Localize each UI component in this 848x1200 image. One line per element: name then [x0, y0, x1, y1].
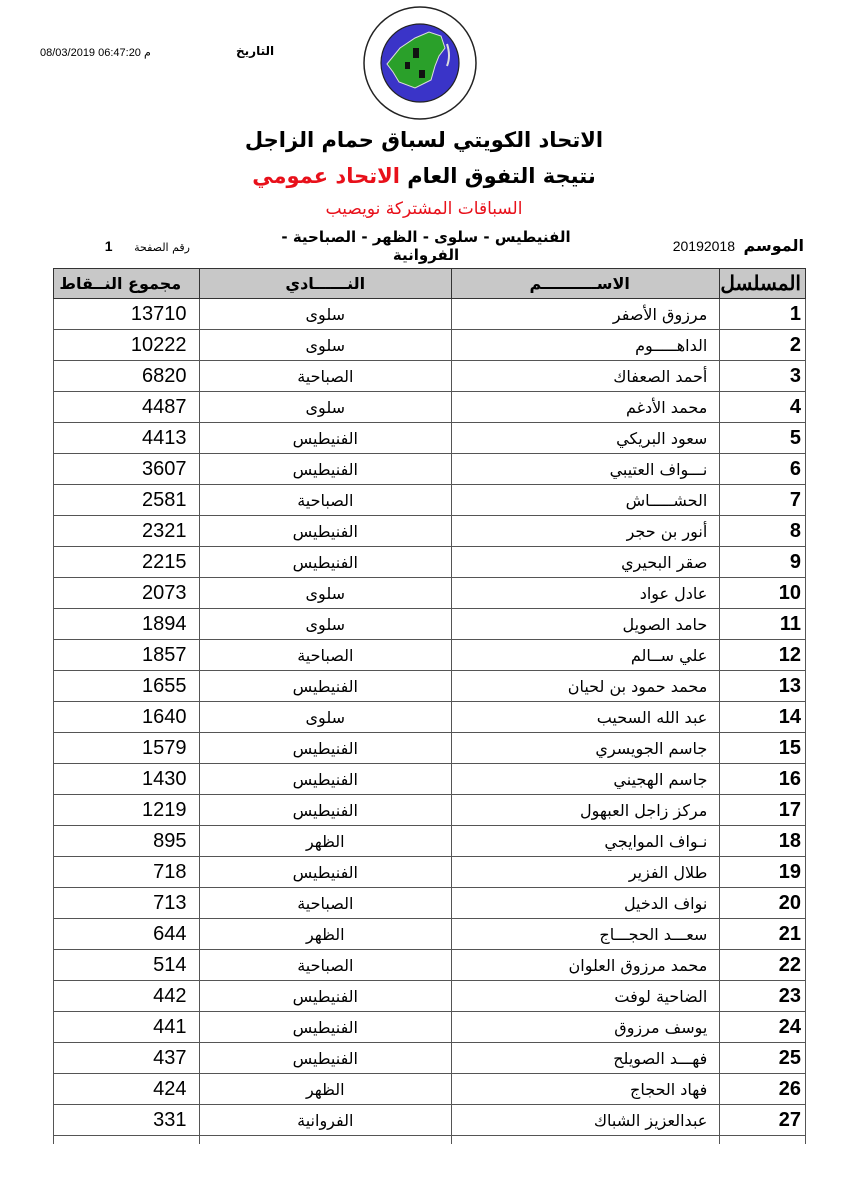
table-row	[54, 795, 806, 826]
table-row	[54, 485, 806, 516]
table-row	[54, 640, 806, 671]
row-club: سلوى	[199, 578, 451, 609]
row-points: 713	[54, 888, 200, 919]
row-name: محمد الأدغم	[452, 392, 720, 423]
row-serial: 24	[720, 1012, 806, 1043]
column-header-name: الاســــــــــم	[452, 269, 720, 299]
row-points: 1219	[54, 795, 200, 826]
row-points: 1640	[54, 702, 200, 733]
page-number-label: رقم الصفحة	[134, 241, 190, 254]
row-club: سلوى	[199, 299, 451, 330]
row-serial: 4	[720, 392, 806, 423]
row-name: فهـــد الصويلح	[452, 1043, 720, 1074]
table-row	[54, 702, 806, 733]
row-club: الفروانية	[199, 1105, 451, 1136]
table-header-row	[54, 269, 806, 299]
row-club: الصباحية	[199, 361, 451, 392]
row-club: الفنيطيس	[199, 423, 451, 454]
report-title	[0, 164, 848, 188]
table-row	[54, 950, 806, 981]
report-title-highlight: الاتحاد عمومي	[252, 164, 400, 188]
row-name: عبدالعزيز الشباك	[452, 1105, 720, 1136]
row-serial: 11	[720, 609, 806, 640]
row-name: عبد الله السحيب	[452, 702, 720, 733]
row-points: 1894	[54, 609, 200, 640]
table-continuation-row	[54, 1136, 806, 1145]
table-row	[54, 1012, 806, 1043]
row-club: الفنيطيس	[199, 764, 451, 795]
row-club: الفنيطيس	[199, 795, 451, 826]
row-serial: 7	[720, 485, 806, 516]
empty-cell	[199, 1136, 451, 1145]
participating-clubs: الفنيطيس - سلوى - الظهر - الصباحية - الفروانية	[281, 228, 571, 264]
table-row	[54, 392, 806, 423]
row-name: جاسم الجويسري	[452, 733, 720, 764]
print-date-label: التاريخ	[236, 44, 275, 58]
row-club: الفنيطيس	[199, 733, 451, 764]
row-serial: 17	[720, 795, 806, 826]
row-club: الفنيطيس	[199, 454, 451, 485]
row-name: عادل عواد	[452, 578, 720, 609]
row-name: سعود البريكي	[452, 423, 720, 454]
row-name: مركز زاجل العبهول	[452, 795, 720, 826]
table-row	[54, 981, 806, 1012]
row-club: الصباحية	[199, 485, 451, 516]
row-serial: 20	[720, 888, 806, 919]
table-row	[54, 919, 806, 950]
table-row	[54, 578, 806, 609]
row-name: نواف الدخيل	[452, 888, 720, 919]
table-row	[54, 857, 806, 888]
row-name: حامد الصويل	[452, 609, 720, 640]
report-title-prefix: نتيجة التفوق العام	[407, 164, 596, 188]
row-name: أحمد الصعفاك	[452, 361, 720, 392]
season-value: 20192018	[672, 238, 736, 254]
row-points: 1430	[54, 764, 200, 795]
row-serial: 27	[720, 1105, 806, 1136]
row-serial: 12	[720, 640, 806, 671]
season	[673, 236, 804, 255]
row-serial: 6	[720, 454, 806, 485]
row-serial: 1	[720, 299, 806, 330]
page-number-value: 1	[104, 238, 113, 254]
table-row	[54, 1105, 806, 1136]
row-points: 1655	[54, 671, 200, 702]
row-serial: 23	[720, 981, 806, 1012]
table-row	[54, 764, 806, 795]
empty-cell	[54, 1136, 200, 1145]
table-row	[54, 423, 806, 454]
row-club: سلوى	[199, 330, 451, 361]
row-club: الفنيطيس	[199, 1012, 451, 1043]
row-points: 4487	[54, 392, 200, 423]
row-points: 4413	[54, 423, 200, 454]
row-points: 331	[54, 1105, 200, 1136]
empty-cell	[452, 1136, 720, 1145]
row-name: الحشـــــاش	[452, 485, 720, 516]
row-points: 895	[54, 826, 200, 857]
row-club: الصباحية	[199, 640, 451, 671]
row-club: الظهر	[199, 826, 451, 857]
row-serial: 8	[720, 516, 806, 547]
row-points: 644	[54, 919, 200, 950]
row-serial: 14	[720, 702, 806, 733]
row-points: 6820	[54, 361, 200, 392]
row-serial: 25	[720, 1043, 806, 1074]
empty-cell	[720, 1136, 806, 1145]
row-serial: 18	[720, 826, 806, 857]
row-serial: 22	[720, 950, 806, 981]
table-row	[54, 1074, 806, 1105]
row-name: طلال الفزير	[452, 857, 720, 888]
table-row	[54, 516, 806, 547]
row-club: سلوى	[199, 609, 451, 640]
row-serial: 2	[720, 330, 806, 361]
table-row	[54, 609, 806, 640]
row-points: 424	[54, 1074, 200, 1105]
row-club: الفنيطيس	[199, 1043, 451, 1074]
table-row	[54, 826, 806, 857]
row-serial: 21	[720, 919, 806, 950]
results-table	[53, 268, 806, 1144]
row-club: الظهر	[199, 919, 451, 950]
column-header-points: مجموع النــقاط	[54, 269, 200, 299]
row-name: الداهـــــوم	[452, 330, 720, 361]
table-row	[54, 733, 806, 764]
row-points: 10222	[54, 330, 200, 361]
row-serial: 26	[720, 1074, 806, 1105]
row-club: الفنيطيس	[199, 857, 451, 888]
row-serial: 10	[720, 578, 806, 609]
table-row	[54, 454, 806, 485]
federation-logo	[355, 4, 485, 122]
print-date-value: 08/03/2019 06:47:20 م	[40, 47, 151, 59]
row-serial: 15	[720, 733, 806, 764]
race-subtitle: السباقات المشتركة نويصيب	[325, 199, 523, 219]
season-label: الموسم	[743, 236, 804, 255]
federation-logo-emblem	[355, 4, 485, 122]
row-name: أنور بن حجر	[452, 516, 720, 547]
row-club: الفنيطيس	[199, 981, 451, 1012]
row-club: الصباحية	[199, 888, 451, 919]
row-name: يوسف مرزوق	[452, 1012, 720, 1043]
row-points: 1857	[54, 640, 200, 671]
row-name: محمد حمود بن لحيان	[452, 671, 720, 702]
table-row	[54, 1043, 806, 1074]
row-points: 2581	[54, 485, 200, 516]
row-points: 2073	[54, 578, 200, 609]
document-title: الاتحاد الكويتي لسباق حمام الزاجل	[244, 128, 604, 152]
table-row	[54, 361, 806, 392]
row-club: الظهر	[199, 1074, 451, 1105]
row-points: 441	[54, 1012, 200, 1043]
column-header-serial: المسلسل	[720, 269, 806, 299]
row-serial: 9	[720, 547, 806, 578]
row-serial: 5	[720, 423, 806, 454]
row-serial: 13	[720, 671, 806, 702]
row-serial: 16	[720, 764, 806, 795]
row-points: 437	[54, 1043, 200, 1074]
row-name: نـــواف العتيبي	[452, 454, 720, 485]
row-points: 718	[54, 857, 200, 888]
row-name: نـواف الموايجي	[452, 826, 720, 857]
table-row	[54, 299, 806, 330]
row-points: 514	[54, 950, 200, 981]
row-club: الفنيطيس	[199, 516, 451, 547]
row-points: 3607	[54, 454, 200, 485]
table-row	[54, 547, 806, 578]
row-club: الفنيطيس	[199, 547, 451, 578]
page-number	[40, 238, 190, 254]
row-name: فهاد الحجاج	[452, 1074, 720, 1105]
row-serial: 19	[720, 857, 806, 888]
row-serial: 3	[720, 361, 806, 392]
row-club: سلوى	[199, 392, 451, 423]
table-row	[54, 330, 806, 361]
row-club: الصباحية	[199, 950, 451, 981]
row-points: 1579	[54, 733, 200, 764]
row-points: 442	[54, 981, 200, 1012]
table-row	[54, 671, 806, 702]
row-name: محمد مرزوق العلوان	[452, 950, 720, 981]
table-row	[54, 888, 806, 919]
row-club: الفنيطيس	[199, 671, 451, 702]
row-points: 13710	[54, 299, 200, 330]
row-name: سعـــد الحجـــاج	[452, 919, 720, 950]
row-club: سلوى	[199, 702, 451, 733]
column-header-club: النــــــادي	[199, 269, 451, 299]
row-points: 2215	[54, 547, 200, 578]
row-name: مرزوق الأصفر	[452, 299, 720, 330]
row-name: علي ســالم	[452, 640, 720, 671]
row-name: جاسم الهجيني	[452, 764, 720, 795]
print-date	[40, 44, 360, 62]
row-name: الضاحية لوفت	[452, 981, 720, 1012]
row-points: 2321	[54, 516, 200, 547]
row-name: صقر البحيري	[452, 547, 720, 578]
